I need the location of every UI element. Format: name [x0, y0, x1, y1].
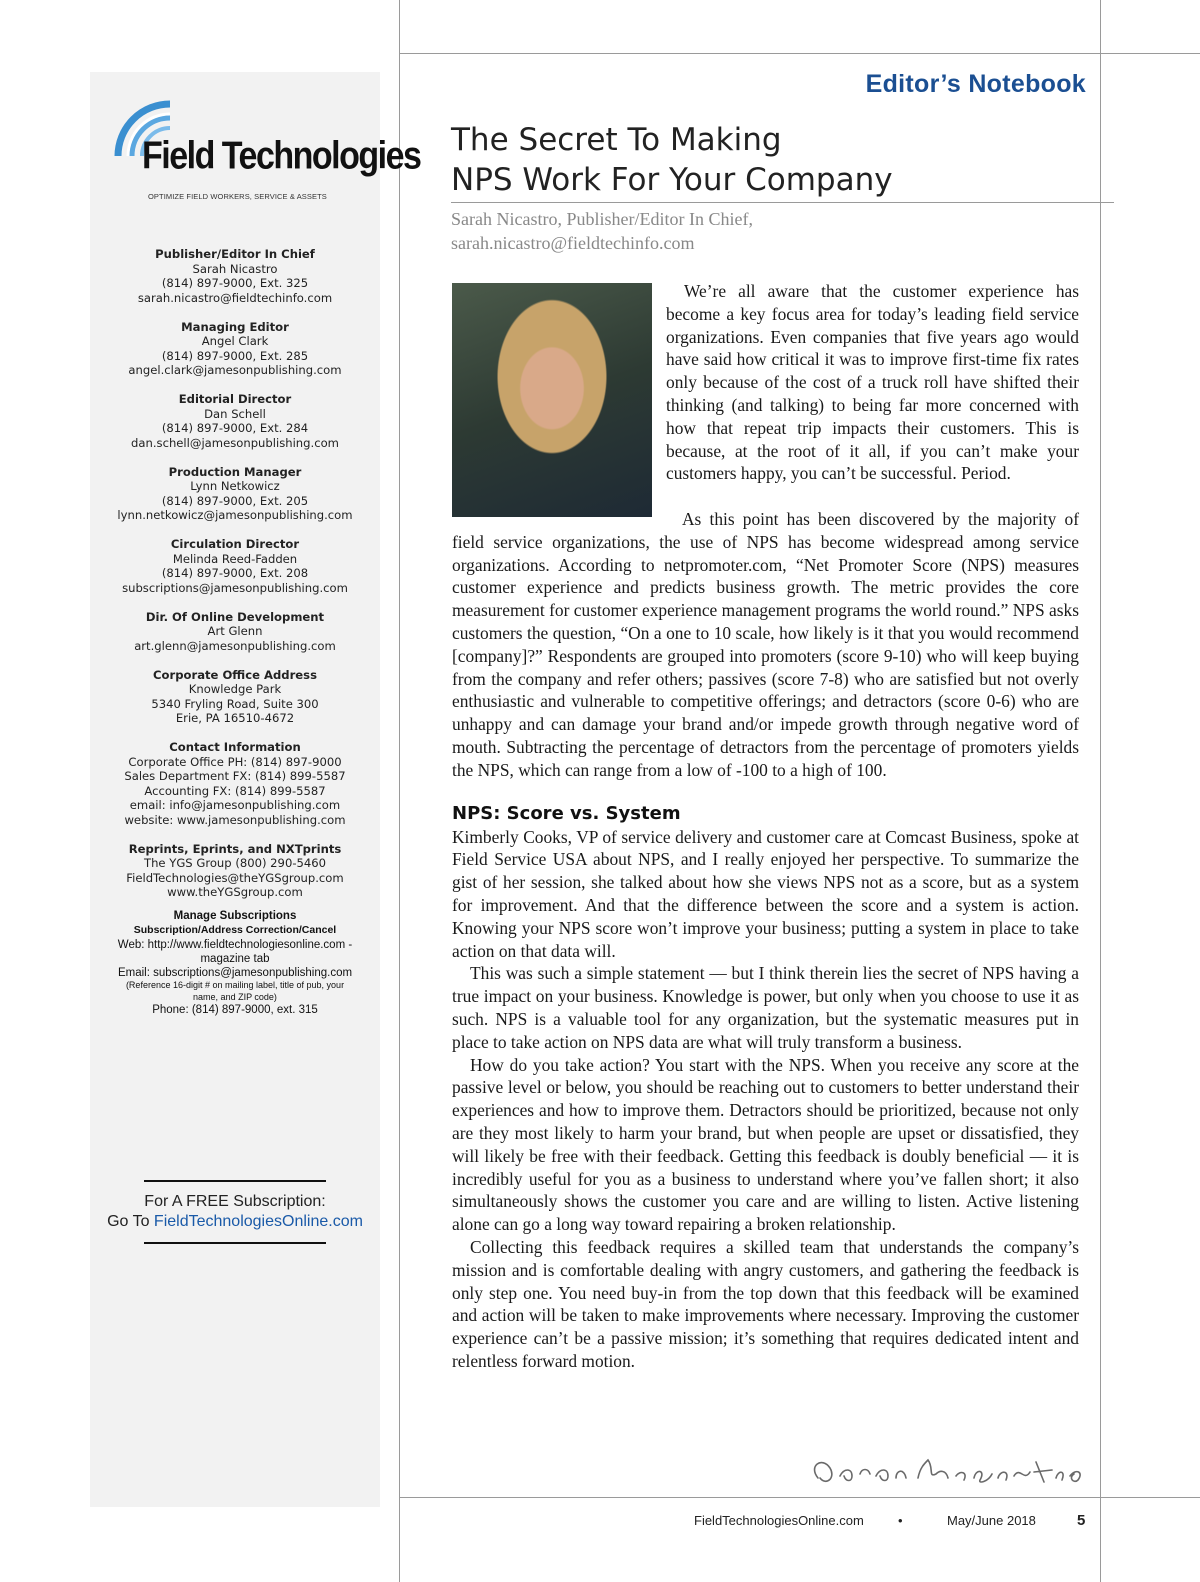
staff-entry	[90, 842, 380, 900]
staff-entry	[90, 537, 380, 595]
subscriptions-phone: Phone: (814) 897-9000, ext. 315	[152, 1004, 318, 1017]
staff-title: Corporate Office Address	[153, 667, 317, 682]
staff-title: Reprints, Eprints, and NXTprints	[128, 841, 342, 856]
staff-detail[interactable]: dan.schell@jamesonpublishing.com	[131, 435, 339, 450]
article-paragraph-3: Kimberly Cooks, VP of service delivery and customer care at Comcast Business, spoke at Field Service USA about NPS, and I really enjoyed her perspective. To summarize the gist of her session, she talked about how she views NPS not as a score, but as a system for improvement. And that the difference between the score and a system is action. Knowing your NPS score won’t improve your business; putting a system in place to take action on that data will.	[452, 826, 1079, 961]
subscriptions-subtitle: Subscription/Address Correction/Cancel	[133, 924, 337, 937]
headline-rule	[451, 202, 1114, 203]
staff-detail: Knowledge Park	[188, 682, 282, 696]
article-paragraph-2: As this point has been discovered by the majority of field service organizations, the use of NPS has become widespread among service organizations. According to netpromoter.com, “Net Promoter Score (NPS) measures customer experience and predicts business growth. The metric provides the core measurement for customer experience management programs the world round.” NPS asks customers the question, “On a one to 10 scale, how likely is it that you would recommend [company]?” Respondents are grouped into promoters (score 9-10) who will keep buying from the company and refer others; passives (score 7-8) who are satisfied but not overly enthusiastic and vulnerable to competitive offerings; and detractors (score 0-6) who are unhappy and can damage your brand and/or impede growth through negative word of mouth. Subtracting the percentage of detractors from the percentage of promoters yields the NPS, which can range from a low of -100 to a high of 100.	[452, 509, 1079, 780]
masthead-sidebar	[90, 72, 421, 1507]
article-headline	[451, 120, 1091, 200]
article-paragraph-5: How do you take action? You start with the NPS. When you receive any score at the passive level or below, you should be reaching out to customers to better understand their experiences and how to improve them. Detractors should be prioritized, because not only are they most likely to harm your brand, but when people are upset or dissatisfied, they will likely be free with their feedback. Getting this feedback is doubly beneficial — it is incredibly useful for you as a business to understand where you’ve fallen short; it also simultaneously shows the customer you care and are willing to listen. Active listening alone can go a long way toward repairing a broken relationship.	[452, 1054, 1079, 1235]
article-paragraph-4: This was such a simple statement — but I think therein lies the secret of NPS having a true impact on your business. Knowledge is power, but only when you choose to use it as such. NPS is a valuable tool for any organization, but the systematic measures put in place to take action on NPS data are what will truly transform a business.	[452, 963, 1079, 1052]
staff-directory	[90, 247, 380, 914]
subscriptions-web-tab: magazine tab	[200, 952, 270, 965]
staff-detail: (814) 897-9000, Ext. 284	[161, 421, 309, 435]
staff-title: Contact Information	[169, 740, 301, 754]
article-subhead: NPS: Score vs. System	[452, 802, 681, 824]
staff-entry	[90, 740, 380, 827]
staff-detail: Dan Schell	[204, 406, 266, 421]
free-sub-link[interactable]: FieldTechnologiesOnline.com	[153, 1213, 363, 1230]
staff-title: Dir. Of Online Development	[145, 609, 325, 624]
staff-detail: (814) 897-9000, Ext. 205	[161, 493, 309, 508]
staff-detail[interactable]: art.glenn@jamesonpublishing.com	[134, 638, 336, 653]
staff-detail[interactable]: sarah.nicastro@fieldtechinfo.com	[137, 290, 333, 305]
staff-entry	[90, 392, 380, 450]
free-subscription-box	[90, 1180, 380, 1244]
staff-title: Managing Editor	[181, 319, 289, 334]
staff-entry	[90, 465, 380, 523]
staff-detail: Melinda Reed-Fadden	[172, 551, 298, 566]
article-paragraph-6: Collecting this feedback requires a skilled team that understands the company’s mission and is comfortable dealing with angry customers, and gathering the feedback is only step one. You need buy-in from the top down that this feedback will be examined and action will be taken to make improvements where necessary. Improving the customer experience can’t be a passive mission; it’s something that requires dedicated intent and relentless forward motion.	[452, 1236, 1079, 1371]
article-paragraph-1: We’re all aware that the customer experience has become a key focus area for today’s leading field service organizations. Even companies that five years ago would have said how critical it was to improve first-time fix rates only because of the cost of a truck roll have shifted their thinking (and talking) to being far more concerned with how that repeat trip impacts their customers. This is because, at the root of it all, if you can’t make your customers happy, you can’t be successful. Period.	[666, 281, 1079, 484]
free-sub-line: For A FREE Subscription:	[144, 1193, 326, 1210]
free-sub-rule-bottom	[144, 1242, 326, 1244]
author-photo	[452, 283, 652, 517]
article-intro-column	[666, 280, 1079, 485]
manage-subscriptions	[90, 909, 380, 1018]
page-number: 5	[1077, 1512, 1086, 1529]
subscriptions-title: Manage Subscriptions	[173, 910, 297, 922]
staff-detail[interactable]: email: info@jamesonpublishing.com	[129, 798, 341, 812]
staff-title: Circulation Director	[170, 537, 300, 551]
staff-detail: 5340 Fryling Road, Suite 300	[151, 696, 319, 711]
staff-detail: (814) 897-9000, Ext. 325	[161, 276, 309, 290]
staff-entry	[90, 610, 380, 654]
staff-detail: Angel Clark	[201, 334, 269, 348]
free-sub-goto	[90, 1212, 380, 1232]
subscriptions-web: Web: http://www.fieldtechnologiesonline.com -	[117, 938, 353, 951]
staff-detail: The YGS Group (800) 290-5460	[143, 856, 327, 870]
staff-title: Production Manager	[168, 464, 302, 479]
staff-detail[interactable]: subscriptions@jamesonpublishing.com	[122, 580, 348, 595]
logo-wordmark: Field Technologies	[142, 134, 421, 178]
author-signature	[800, 1438, 1090, 1498]
staff-title: Publisher/Editor In Chief	[155, 247, 315, 261]
headline-line-2: NPS Work For Your Company	[451, 162, 893, 198]
section-label: Editor’s Notebook	[865, 70, 1086, 98]
article-body	[452, 508, 1079, 1373]
subscriptions-email: Email: subscriptions@jamesonpublishing.com	[117, 967, 353, 980]
staff-detail: Sarah Nicastro	[192, 261, 278, 276]
footer-site: FieldTechnologiesOnline.com	[694, 1513, 864, 1528]
staff-entry	[90, 320, 380, 378]
staff-detail[interactable]: angel.clark@jamesonpublishing.com	[128, 363, 342, 377]
staff-detail: Lynn Netkowicz	[190, 479, 280, 493]
staff-detail[interactable]: website: www.jamesonpublishing.com	[124, 812, 346, 827]
staff-detail: Erie, PA 16510-4672	[175, 711, 295, 725]
staff-entry	[90, 247, 380, 305]
left-column-rule	[399, 0, 400, 1582]
staff-detail: Corporate Office PH: (814) 897-9000	[128, 754, 342, 769]
footer-bullet: •	[898, 1513, 903, 1528]
free-sub-goto-text: Go To	[107, 1213, 154, 1230]
subscriptions-note: (Reference 16-digit # on mailing label, title of pub, your	[125, 980, 345, 991]
right-margin-rule	[1100, 0, 1101, 1582]
subscriptions-note-2: name, and ZIP code)	[193, 991, 277, 1002]
field-technologies-logo	[108, 94, 421, 201]
staff-detail: Art Glenn	[207, 624, 263, 638]
staff-detail: Accounting FX: (814) 899-5587	[144, 783, 326, 798]
staff-detail: (814) 897-9000, Ext. 285	[161, 348, 309, 363]
staff-detail[interactable]: lynn.netkowicz@jamesonpublishing.com	[117, 508, 353, 522]
article-byline	[451, 207, 1091, 255]
footer-issue: May/June 2018	[947, 1513, 1036, 1528]
byline-name: Sarah Nicastro, Publisher/Editor In Chief,	[451, 209, 753, 229]
staff-entry	[90, 668, 380, 726]
staff-title: Editorial Director	[178, 392, 292, 406]
headline-line-1: The Secret To Making	[451, 122, 782, 158]
logo-tagline: OPTIMIZE FIELD WORKERS, SERVICE & ASSETS	[148, 192, 327, 201]
top-rule	[399, 53, 1200, 54]
byline-email[interactable]: sarah.nicastro@fieldtechinfo.com	[451, 233, 695, 253]
staff-detail: (814) 897-9000, Ext. 208	[161, 566, 309, 580]
staff-detail[interactable]: FieldTechnologies@theYGSgroup.com	[126, 870, 344, 885]
free-sub-rule-top	[144, 1180, 326, 1182]
staff-detail: Sales Department FX: (814) 899-5587	[124, 769, 346, 783]
staff-detail[interactable]: www.theYGSgroup.com	[167, 885, 303, 899]
